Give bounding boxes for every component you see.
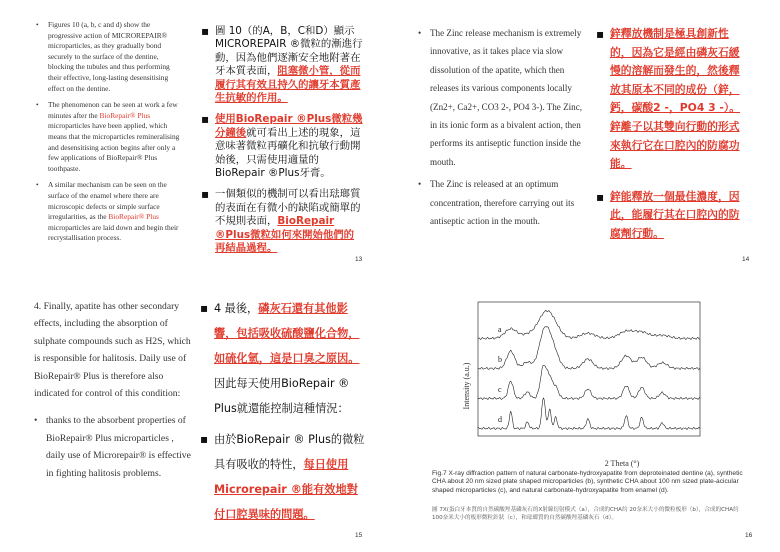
chinese-paragraph-1 xyxy=(201,25,363,105)
text-run: 因此每天使用BioRepair ® Plus就還能控制這種情況： xyxy=(214,377,350,415)
page-14 xyxy=(390,0,780,276)
chinese-paragraph-1 xyxy=(200,296,368,421)
text-run: 4 最後， xyxy=(214,302,259,315)
text-run: 一個類似的機制可以看出琺瑯質的表面在有微小的缺陷或簡單的不規則表面， xyxy=(215,188,361,228)
page-number: 14 xyxy=(742,256,750,263)
figure-caption-english: Fig.7 X-ray diffraction pattern of natural carbonate-hydroxyapatite from deproteinated dentine (a), synthetic CHA about 20 nm sized plate shaped microparticles (b), synthetic CHA about 100 nm sized plate-acicular shaped microparticles (c), and natural carbonate-hydroxyapatite from enamel (d). xyxy=(432,470,743,494)
text-run: 就可看出上述的現象，這意味著微粒再礦化和抗敏行動開始後，只需使用適量的BioRepair ®Plus牙膏。 xyxy=(215,126,361,180)
brand-highlight: BioRepair® Plus xyxy=(99,110,151,120)
english-text: The Zinc is released at an optimum concentration, therefore carrying out its antiseptic action in the mouth. xyxy=(430,179,575,227)
chinese-paragraph-1 xyxy=(596,25,748,174)
series-line-d xyxy=(478,398,700,430)
series-label-a: a xyxy=(498,325,502,335)
highlight-text: 鋅釋放機制是極具創新性的，因為它是經由磷灰石緩慢的溶解而發生的，然後釋放其原本不同的成份（鋅，鈣，碳酸2 -，PO4 3 -）。鋅離子以其雙向行動的形式來執行它在口腔內的防腐功能。 xyxy=(610,27,741,171)
chinese-column xyxy=(200,296,368,527)
english-paragraph-2 xyxy=(36,100,184,174)
chinese-column xyxy=(201,25,363,256)
highlight-text: BioRepair ®Plus微粒如何來開始他們的再結晶過程。 xyxy=(215,215,355,255)
xrd-plot-area xyxy=(478,302,700,436)
english-column xyxy=(418,24,586,230)
bullet-icon: ▪ xyxy=(201,24,210,38)
english-paragraph-1 xyxy=(418,24,586,171)
text-run: microparticles are laid down and begin their recrystallisation process. xyxy=(48,222,179,243)
series-label-c: c xyxy=(498,385,502,395)
page-number: 16 xyxy=(745,532,753,539)
highlight-text: 使用BioRepair ®Plus微粒幾分鐘後 xyxy=(215,113,363,139)
highlight-text: 磷灰石還有其他影響，包括吸收硫酸鹽化合物，如硫化氫，這是口臭之原因。 xyxy=(214,302,360,365)
series-label-b: b xyxy=(498,355,502,365)
text-run: microparticles have been applied, which means that the microparticles remineralising and desensitising action begins after only a few applications of BioRepair® Plus toothpaste. xyxy=(48,121,180,173)
english-text: The Zinc release mechanism is extremely innovative, as it takes place via slow dissolution of the apatite, which then releases its various components locally (Zn2+, Ca2+, CO3 2-, PO4 3-). The Zinc, in its ionic form as a bivalent action, then performs its antiseptic function inside the mouth. xyxy=(430,28,583,167)
chinese-paragraph-3 xyxy=(201,188,363,255)
text-run: A similar mechanism can be seen on the surface of the enamel where there are microscopic defects or simple surface irregularities, as the xyxy=(48,180,167,222)
bullet-icon: ▪ xyxy=(596,189,605,204)
page-number: 15 xyxy=(355,532,363,539)
figure-caption-chinese: 圖 7X(蛋白牙本質的自然碳酸羥基磷灰石的X射線衍射模式（a），合成的CHA約 20奈米大小的微粒板形（b），合成的CHA約 100奈米大小的板形微粒針狀（c），和琺瑯質的自然碳酸羥基磷灰石（d）。 xyxy=(432,507,739,521)
english-column xyxy=(34,298,194,482)
chinese-column xyxy=(596,25,748,244)
bullet-icon: ▪ xyxy=(201,187,210,202)
english-paragraph-1: 4. Finally, apatite has other secondary effects, including the absorption of sulphate compounds such as H2S, which is responsible for halitosis. Daily use of BioRepair® Plus is therefore also indicated for control of this condition: xyxy=(34,301,191,400)
series-label-d: d xyxy=(498,415,502,425)
series-line-a xyxy=(478,310,700,339)
english-paragraph-3 xyxy=(36,180,184,244)
highlight-text: 鋅能釋放一個最佳濃度，因此，能履行其在口腔內的防腐劑行動。 xyxy=(610,189,740,240)
page-13 xyxy=(0,0,390,276)
text-run: The phenomenon can be seen at work a few minutes after the xyxy=(48,100,178,120)
brand-highlight: BioRepair® Plus xyxy=(108,212,159,222)
chinese-paragraph-2 xyxy=(200,427,368,527)
page-16 xyxy=(390,276,780,552)
bullet-icon: ▪ xyxy=(200,301,209,315)
chinese-paragraph-2 xyxy=(201,113,363,180)
text-run: 圖 10（的A，B，C和D）顯示MICROREPAIR ®微粒的漸進行動，因為他們逐漸安全地附著在牙本質表面， xyxy=(215,25,363,78)
english-paragraph-1 xyxy=(36,20,184,94)
english-column xyxy=(36,20,184,244)
xrd-chart xyxy=(452,298,712,474)
highlight-text: 阻塞微小管，從而履行其有效且持久的讓牙本質產生抗敏的作用。 xyxy=(215,65,361,105)
x-axis-label: 2 Theta (°) xyxy=(604,459,640,468)
text-run: 由於BioRepair ® Plus的微粒具有吸收的特性， xyxy=(214,433,365,471)
chinese-paragraph-2 xyxy=(596,188,748,244)
english-paragraph-2 xyxy=(34,412,194,482)
english-paragraph-2 xyxy=(418,175,586,230)
page-number: 13 xyxy=(355,256,363,263)
plot-frame xyxy=(478,302,700,436)
highlight-text: 每日使用Microrepair ®能有效地對付口腔異味的問題。 xyxy=(214,458,358,521)
english-text: thanks to the absorbent properties of BioRepair® Plus microparticles , daily use of Microrepair® is effective in fighting halitosis problems. xyxy=(46,415,191,479)
bullet-icon: ▪ xyxy=(596,27,605,41)
bullet-icon: ▪ xyxy=(200,432,209,446)
y-axis-label: Intensity (a.u.) xyxy=(462,362,471,410)
bullet-icon: ▪ xyxy=(201,112,210,127)
english-text: Figures 10 (a, b, c and d) show the progressive action of MICROREPAIR® microparticles, as they gradually bond securely to the surface of the dentine, blocking the tubules and thus performing their effective, long-lasting desensitising effect on the dentine. xyxy=(48,20,170,93)
page-15 xyxy=(0,276,390,552)
series-line-c xyxy=(478,366,700,400)
